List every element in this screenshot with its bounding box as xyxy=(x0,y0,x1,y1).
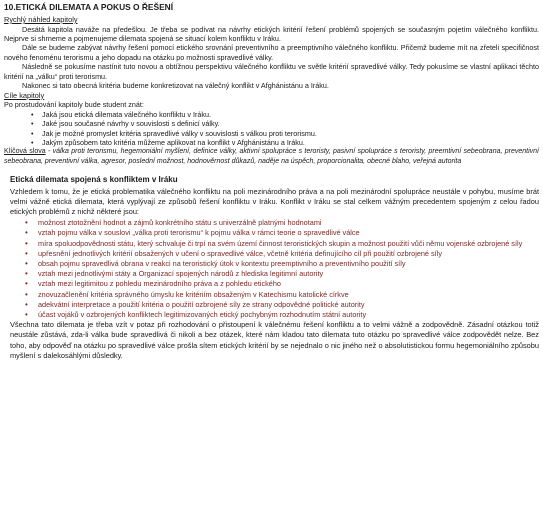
section-intro: Vzhledem k tomu, že je etická problematika válečného konfliktu na poli mezinárodního práva a na poli mezinárodní spolupráce neustále v pohybu, musíme brát velmi vážně etická dilemata, která vyplývají ze způsobů řešení konfliktu v Iráku. Konflikt v Iráku se stal celkem vážným precedentem spojeným z celou řadou etických problémů z nichž některé jsou: xyxy=(10,187,539,217)
section-title: Etická dilemata spojená s konfliktem v Iráku xyxy=(10,175,178,185)
overview-paragraph: Desátá kapitola naváže na předešlou. Je třeba se podívat na návrhy etických kritérií řešení problémů spojených se současným pojetím válečného konfliktu. Nejprve si shrneme a pojmenujeme dilemata spojená se situací kolem konfliktu v Iráku. xyxy=(4,24,539,43)
goal-item: • Jak je možné promyslet kritéria spravedlivé války v souvislosti s válkou proti terorismu. xyxy=(42,129,539,138)
goal-item: • Jakým způsobem tato kritéria můžeme aplikovat na konflikt v Afghánistánu a Iráku. xyxy=(42,138,539,147)
dilemma-item: • vztah mezi legitimitou z pohledu mezinárodního práva a z pohledu etického xyxy=(38,279,539,289)
quick-overview-heading: Rychlý náhled kapitoly xyxy=(4,15,78,24)
dilemma-list xyxy=(4,218,539,320)
goal-item: • Jaká jsou etická dilemata válečného konfliktu v Iráku. xyxy=(42,110,539,119)
dilemma-item: • účast vojáků v ozbrojených konfliktech legitimizovaných etický pochybným rozhodnutím státní autority xyxy=(38,310,539,320)
dilemma-item: • vztah pojmu válka v souslovi „válka proti terorismu“ k pojmu válka v rámci teorie o spravedlivé válce xyxy=(38,228,539,238)
overview-paragraph: Dále se budeme zabývat návrhy řešení pomocí etického srovnání preventivního a preemptivního válečného konfliktu. Přičemž budeme mít na zřeteli specifičnost nového fenoménu terorismu a jeho dopadu na otázku po možnosti spravedlivé války. xyxy=(4,43,539,62)
dilemma-item: • adekvátní interpretace a použití kritéria o použití ozbrojené síly ze strany odpovědné politické autority xyxy=(38,300,539,310)
dilemma-item: • upřesnění jednotlivých kritérií obsažených v učení o spravedlivé válce, včetně kritéria definujícího cíl při použití ozbrojené síly xyxy=(38,249,539,259)
goals-heading: Cíle kapitoly xyxy=(4,90,45,100)
goals-list xyxy=(4,110,539,148)
dilemma-item: • znovuzačlenění kritéria správného úmyslu ke kritériím obsaženým v Katechismu katolické církve xyxy=(38,290,539,300)
overview-paragraph: Nakonec si tato obecná kritéria budeme konkretizovat na válečný konflikt v Afghánistánu a Iráku. xyxy=(22,81,329,91)
overview-paragraph: Následně se pokusíme nastínit tuto novou a obtížnou perspektivu válečného konfliktu ve světle kritérií spravedlivé války. Tedy pokusíme se vlastní aplikaci těchto kritérií na „válku“ proti terorismu. xyxy=(4,62,539,81)
keywords-label: Klíčová slova xyxy=(4,148,46,156)
dilemma-item: • obsah pojmu spravedlivá obrana v reakci na teroristický útok v kontextu preemptivního a preventivního použití síly xyxy=(38,259,539,269)
chapter-title: 10.ETICKÁ DILEMATA A POKUS O ŘEŠENÍ xyxy=(4,2,174,12)
goal-item: • Jaké jsou současné návrhy v souvislosti s definicí války. xyxy=(42,119,539,128)
dilemma-item: • vztah mezi jednotlivými státy a Organizací spojených národů z hlediska legitimní autority xyxy=(38,269,539,279)
dilemma-item: • možnost ztotožnění hodnot a zájmů konkrétního státu s univerzálně platnými hodnotami xyxy=(38,218,539,228)
keywords-text: - válka proti terorismu, hegemoniální myšlení, definice války, aktivní spolupráce s teroristy, pasivní spolupráce s teroristy, preemtivní sebeobrana, preventivní sebeobrana, preventivní válka, agresor, poslední možnost, hodnověrnost důkazů, naděje na úspěch, proporcionalita, obecné blaho, veřejná autorita xyxy=(4,148,539,165)
goals-intro: Po prostudování kapitoly bude student znát: xyxy=(4,100,144,110)
conclusion-paragraph: Všechna tato dilemata je třeba vzít v potaz při rozhodování o přistoupení k válečnému řešení konfliktu a to velmi vážně a zodpovědně. Zásadní otázkou totiž neustále zůstává, zda-li válka bude spravedlivá či nikoli a bez otázek, které nám kladou tato dilemata tuto otázku po spravedlivé válce zodpovědět nelze. Bez toho, aby odpověď na otázku po spravedlivé válce prošla sítem etických kritérií by se nejednalo o nic jiného než o absolutistickou formu hegemoniálního způsobu myšlení s dalekosáhlými důsledky. xyxy=(10,320,539,360)
dilemma-item: • míra spoluodpovědnosti státu, který schvaluje či trpí na svém území činnost teroristických skupin a možnost použití vůči němu vojenské ozbrojené síly xyxy=(38,239,539,249)
keywords-paragraph xyxy=(4,147,539,166)
